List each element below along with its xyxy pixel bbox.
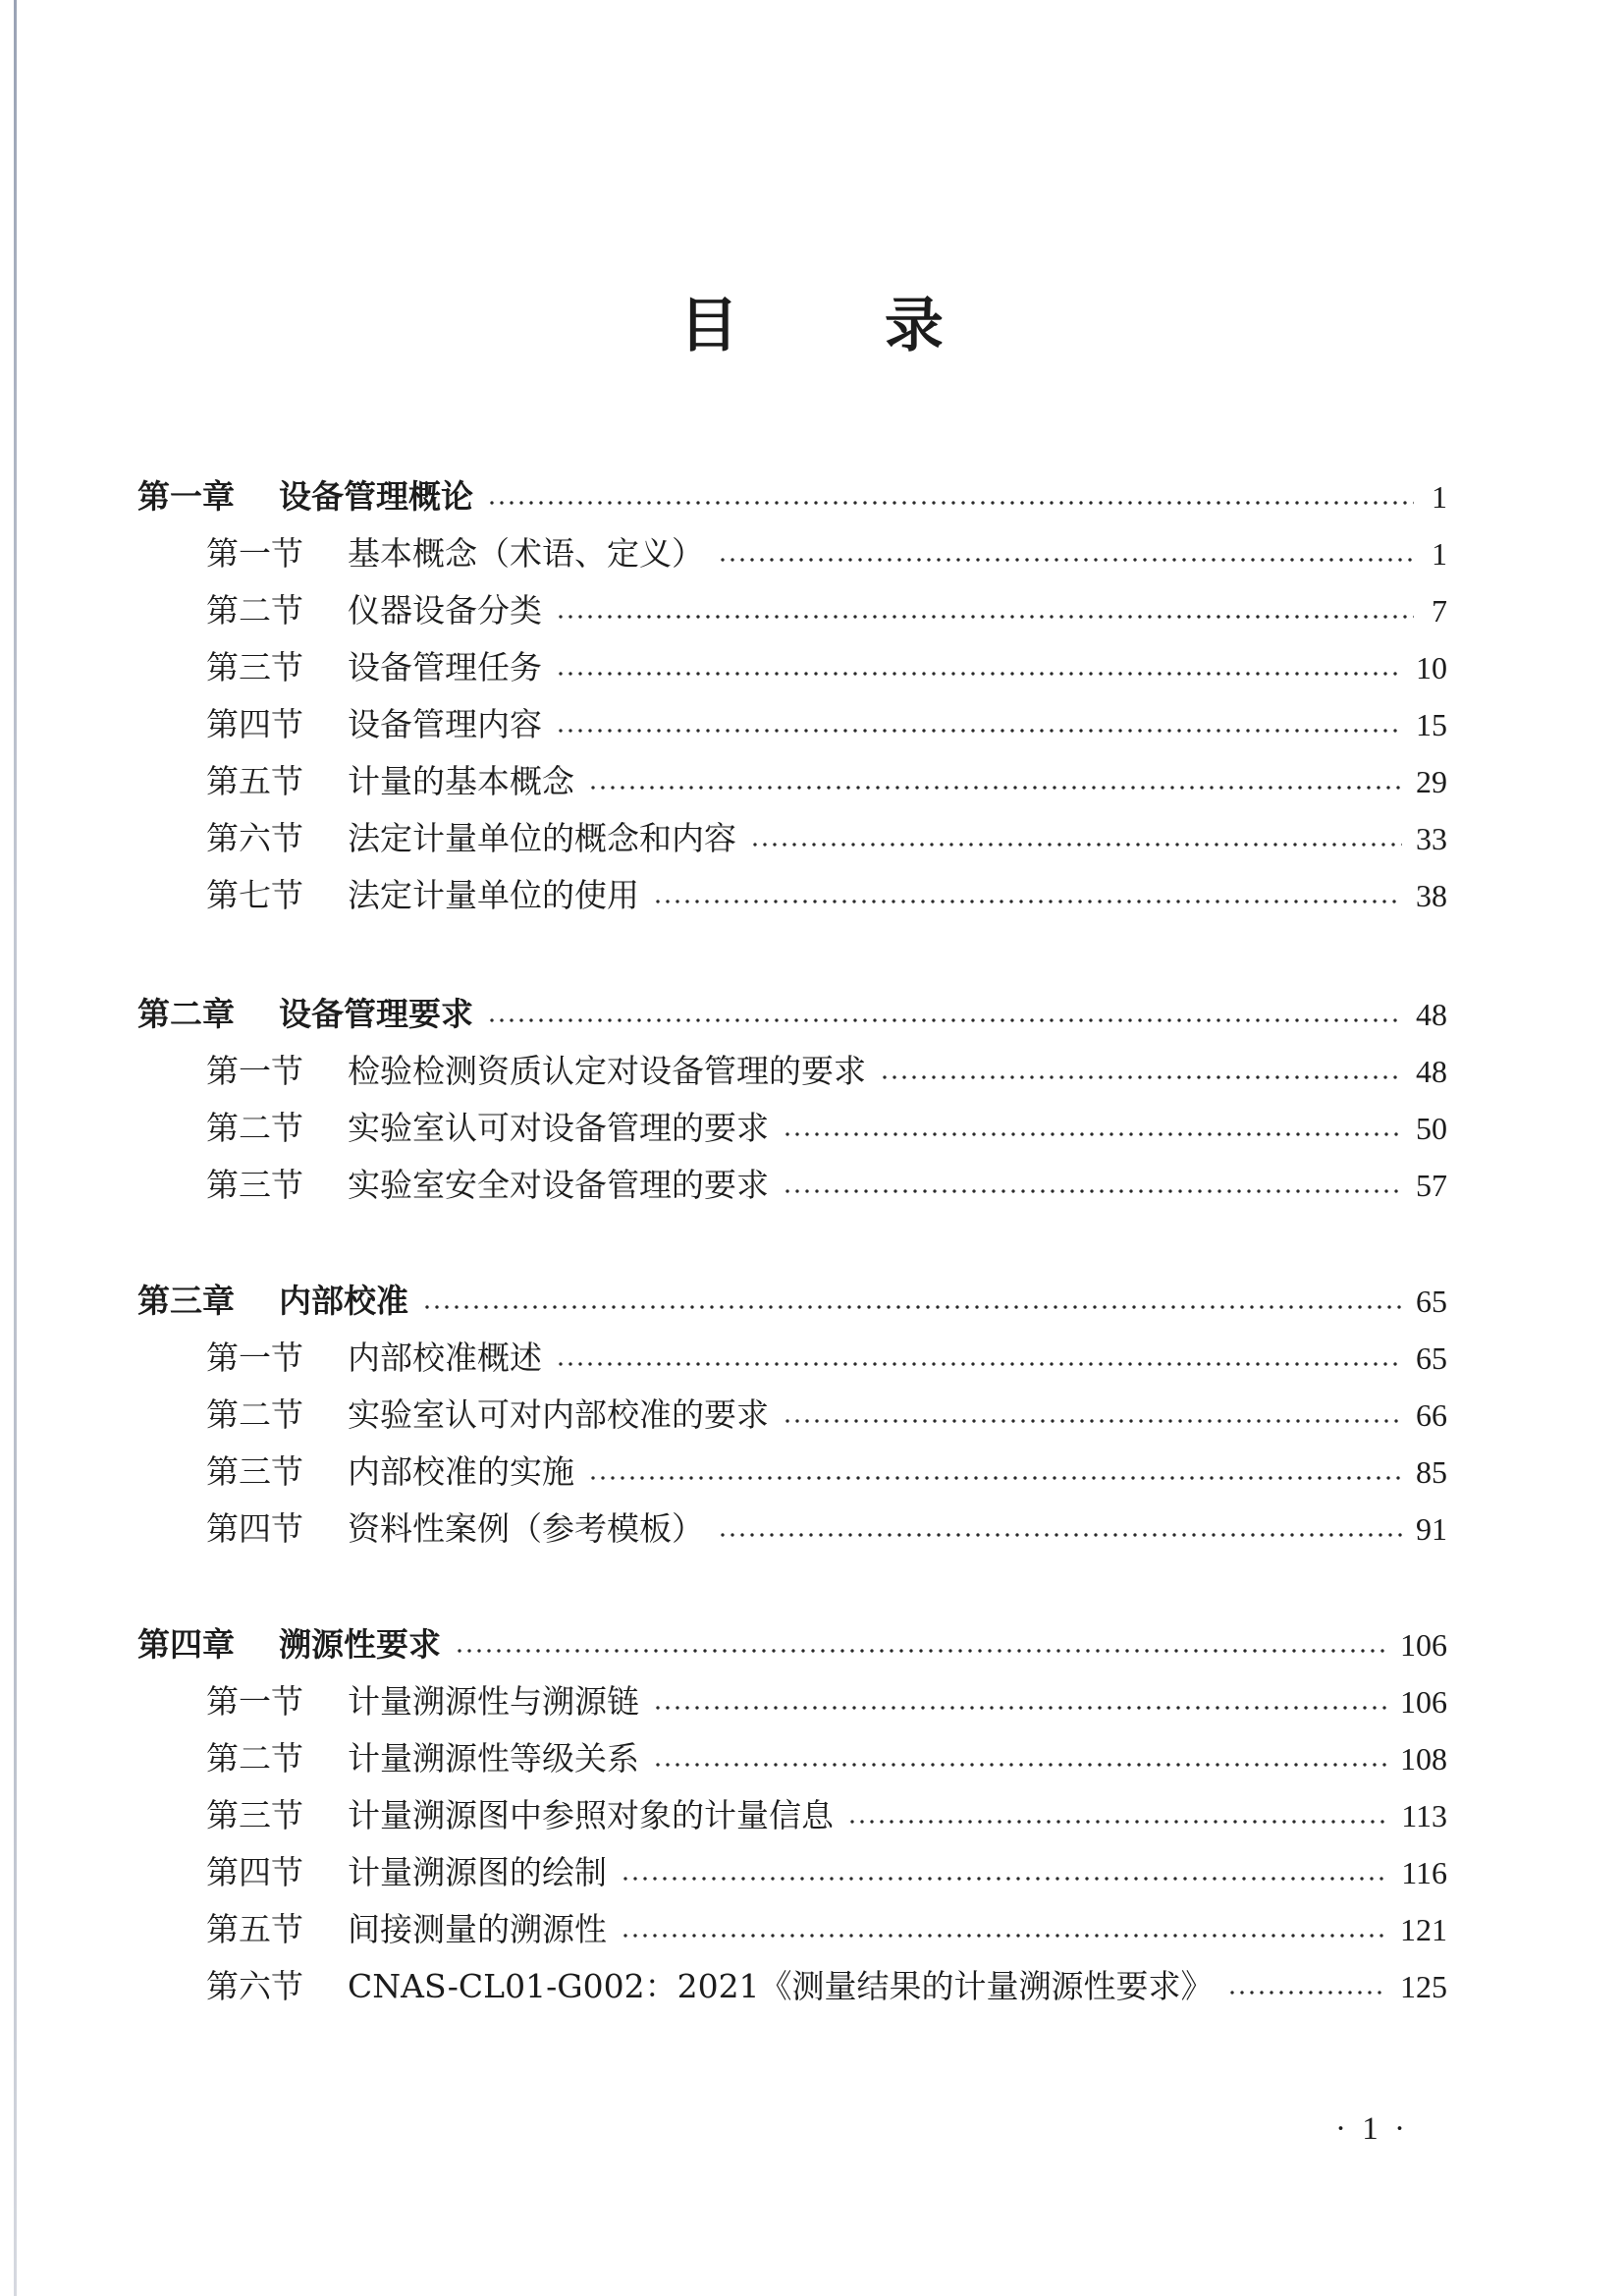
- leader-dots: [880, 1043, 1402, 1100]
- page-ref: 10: [1416, 650, 1447, 685]
- leader-dots: [847, 1787, 1387, 1844]
- page-title: 目 录: [679, 292, 1006, 360]
- toc-entry-section[interactable]: [137, 1730, 1447, 1787]
- toc-entry-chapter[interactable]: [137, 1273, 1447, 1330]
- page-ref: 91: [1416, 1511, 1447, 1547]
- page-ref: 108: [1400, 1741, 1447, 1777]
- page-ref: 15: [1416, 707, 1447, 742]
- toc-entry-section[interactable]: [137, 1043, 1447, 1100]
- chapter-title: 内部校准: [279, 1282, 408, 1320]
- leader-dots: [588, 1444, 1402, 1501]
- toc-entry-chapter[interactable]: [137, 1616, 1447, 1673]
- section-title: 计量溯源性与溯源链: [348, 1682, 639, 1721]
- page-ref: 121: [1400, 1912, 1447, 1947]
- leader-dots: [653, 1673, 1386, 1730]
- page-ref: 7: [1432, 593, 1447, 629]
- section-number: 第六节: [206, 1967, 303, 2005]
- section-number: 第二节: [206, 1395, 303, 1434]
- section-number: 第六节: [206, 819, 303, 857]
- page-number: · 1 ·: [1335, 2111, 1409, 2147]
- chapter-2: [137, 986, 1447, 1214]
- section-title: 计量溯源性等级关系: [348, 1739, 639, 1777]
- section-number: 第二节: [206, 591, 303, 629]
- leader-dots: [556, 582, 1414, 639]
- toc-entry-section[interactable]: [137, 1958, 1447, 2015]
- section-number: 第一节: [206, 534, 303, 573]
- toc-entry-section[interactable]: [137, 1501, 1447, 1558]
- leader-dots: [718, 1501, 1402, 1558]
- toc-entry-section[interactable]: [137, 582, 1447, 639]
- toc-entry-section[interactable]: [137, 639, 1447, 696]
- leader-dots: [653, 867, 1402, 924]
- section-title: 基本概念（术语、定义）: [348, 534, 704, 573]
- chapter-number: 第一章: [137, 477, 235, 516]
- page-ref: 65: [1416, 1340, 1447, 1376]
- page-ref: 65: [1416, 1284, 1447, 1319]
- section-number: 第三节: [206, 1452, 303, 1491]
- toc-entry-section[interactable]: [137, 810, 1447, 867]
- page-ref: 113: [1401, 1798, 1447, 1833]
- leader-dots: [750, 810, 1402, 867]
- leader-dots: [556, 1330, 1402, 1387]
- section-number: 第四节: [206, 1853, 303, 1891]
- chapter-1: [137, 468, 1447, 924]
- leader-dots: [487, 468, 1414, 525]
- toc-entry-section[interactable]: [137, 1330, 1447, 1387]
- section-number: 第五节: [206, 1910, 303, 1948]
- leader-dots: [455, 1616, 1386, 1673]
- chapter-3: [137, 1273, 1447, 1558]
- leader-dots: [783, 1100, 1402, 1157]
- section-number: 第一节: [206, 1682, 303, 1721]
- section-title: 内部校准概述: [348, 1339, 542, 1377]
- section-title: 实验室安全对设备管理的要求: [348, 1166, 769, 1204]
- leader-dots: [588, 753, 1402, 810]
- section-number: 第四节: [206, 1509, 303, 1548]
- toc-entry-section[interactable]: [137, 1387, 1447, 1444]
- chapter-number: 第二章: [137, 995, 235, 1033]
- section-title: 计量溯源图的绘制: [348, 1853, 607, 1891]
- section-number: 第二节: [206, 1109, 303, 1147]
- leader-dots: [621, 1844, 1387, 1901]
- chapter-title: 设备管理要求: [279, 995, 473, 1033]
- leader-dots: [653, 1730, 1386, 1787]
- leader-dots: [422, 1273, 1402, 1330]
- page-ref: 125: [1400, 1969, 1447, 2004]
- toc-entry-section[interactable]: [137, 1844, 1447, 1901]
- section-number: 第四节: [206, 705, 303, 743]
- toc-entry-section[interactable]: [137, 1157, 1447, 1214]
- section-title: 法定计量单位的概念和内容: [348, 819, 736, 857]
- page-ref: 38: [1416, 878, 1447, 913]
- section-title: 间接测量的溯源性: [348, 1910, 607, 1948]
- chapter-number: 第四章: [137, 1625, 235, 1664]
- leader-dots: [621, 1901, 1386, 1958]
- section-number: 第二节: [206, 1739, 303, 1777]
- page-ref: 33: [1416, 821, 1447, 856]
- toc-entry-chapter[interactable]: [137, 468, 1447, 525]
- page-ref: 1: [1432, 479, 1447, 515]
- leader-dots: [718, 525, 1414, 582]
- section-number: 第三节: [206, 1796, 303, 1834]
- toc-entry-section[interactable]: [137, 1444, 1447, 1501]
- toc-entry-section[interactable]: [137, 753, 1447, 810]
- section-number: 第七节: [206, 876, 303, 914]
- section-title: 法定计量单位的使用: [348, 876, 639, 914]
- leader-dots: [556, 696, 1402, 753]
- toc-entry-section[interactable]: [137, 1100, 1447, 1157]
- page-ref: 66: [1416, 1397, 1447, 1433]
- section-title: 仪器设备分类: [348, 591, 542, 629]
- leader-dots: [487, 986, 1402, 1043]
- section-title: 资料性案例（参考模板）: [348, 1509, 704, 1548]
- page-ref: 29: [1416, 764, 1447, 799]
- chapter-4: [137, 1616, 1447, 2015]
- toc-entry-section[interactable]: [137, 1673, 1447, 1730]
- leader-dots: [1227, 1958, 1386, 2015]
- section-title: 计量溯源图中参照对象的计量信息: [348, 1796, 834, 1834]
- page-ref: 106: [1400, 1684, 1447, 1720]
- section-title: 计量的基本概念: [348, 762, 574, 800]
- section-number: 第一节: [206, 1052, 303, 1090]
- section-title: 检验检测资质认定对设备管理的要求: [348, 1052, 866, 1090]
- toc-entry-section[interactable]: [137, 1787, 1447, 1844]
- chapter-title: 设备管理概论: [279, 477, 473, 516]
- page-ref: 85: [1416, 1454, 1447, 1490]
- toc-entry-section[interactable]: [137, 1901, 1447, 1958]
- page-ref: 48: [1416, 997, 1447, 1032]
- section-title: 实验室认可对设备管理的要求: [348, 1109, 769, 1147]
- section-title: 内部校准的实施: [348, 1452, 574, 1491]
- leader-dots: [783, 1157, 1402, 1214]
- page-ref: 48: [1416, 1054, 1447, 1089]
- page-ref: 1: [1432, 536, 1447, 572]
- chapter-title: 溯源性要求: [279, 1625, 441, 1664]
- section-title: 实验室认可对内部校准的要求: [348, 1395, 769, 1434]
- section-title: 设备管理内容: [348, 705, 542, 743]
- toc-entry-section[interactable]: [137, 867, 1447, 924]
- section-title: CNAS-CL01-G002：2021《测量结果的计量溯源性要求》: [348, 1967, 1214, 2005]
- page-ref: 106: [1400, 1627, 1447, 1663]
- page-ref: 57: [1416, 1168, 1447, 1203]
- page-ref: 50: [1416, 1111, 1447, 1146]
- leader-dots: [783, 1387, 1402, 1444]
- toc-entry-section[interactable]: [137, 696, 1447, 753]
- section-number: 第三节: [206, 648, 303, 686]
- section-number: 第三节: [206, 1166, 303, 1204]
- leader-dots: [556, 639, 1402, 696]
- toc-entry-section[interactable]: [137, 525, 1447, 582]
- section-number: 第五节: [206, 762, 303, 800]
- section-number: 第一节: [206, 1339, 303, 1377]
- page-ref: 116: [1401, 1855, 1447, 1890]
- toc-entry-chapter[interactable]: [137, 986, 1447, 1043]
- chapter-number: 第三章: [137, 1282, 235, 1320]
- section-title: 设备管理任务: [348, 648, 542, 686]
